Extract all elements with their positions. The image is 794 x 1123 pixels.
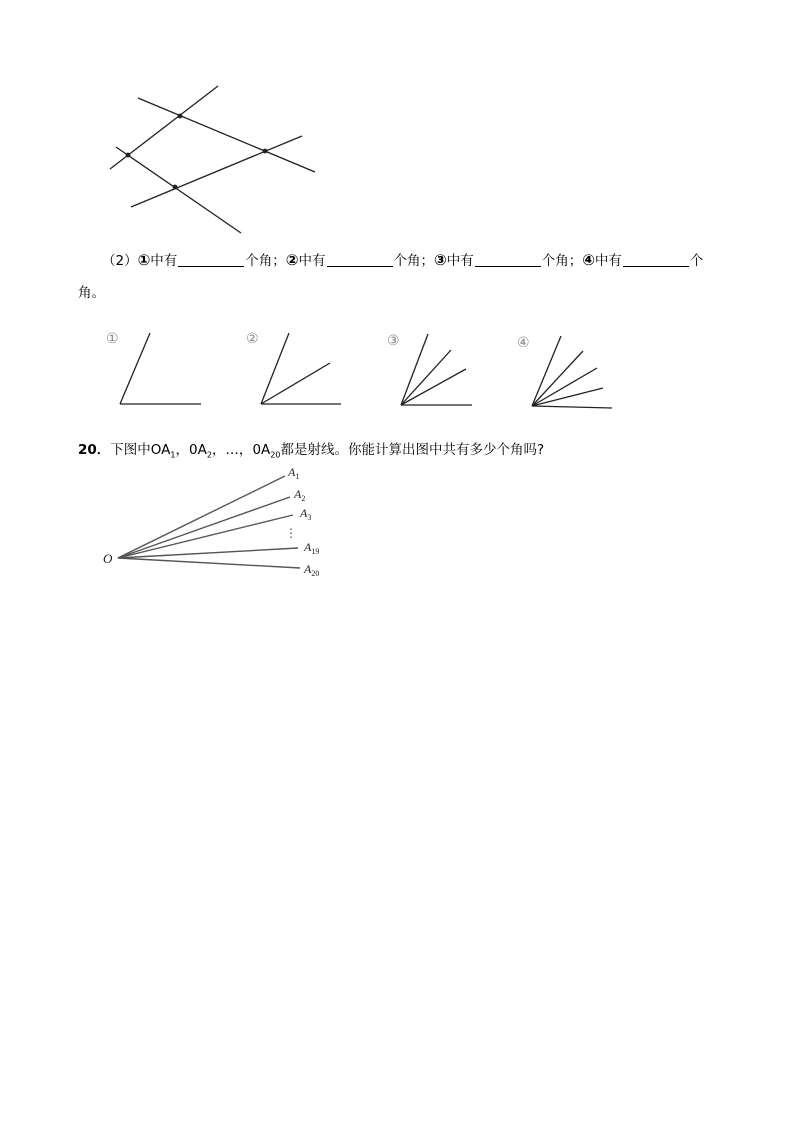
intersection-point: [126, 153, 131, 158]
item-text: 个: [689, 253, 704, 269]
figure-label-1: ①: [106, 331, 119, 347]
line-3: [131, 136, 302, 207]
ray-a2: [118, 497, 290, 558]
question-number-dot: ．: [96, 442, 111, 458]
item-text: 个角；: [393, 253, 434, 269]
ray-label-a20: $A_{20}$: [304, 562, 320, 578]
ray-label-a2: $A_2$: [294, 487, 306, 503]
figure-label-2: ②: [246, 331, 259, 347]
answer-blank-4[interactable]: [623, 252, 689, 267]
ray-a19: [118, 548, 298, 558]
ray-subscript: 2: [206, 450, 212, 460]
question-text: 都是射线。你能计算出图中共有多少个角吗?: [280, 442, 545, 458]
angle-figure-1: [120, 333, 201, 404]
ray-a3: [118, 515, 293, 558]
line-4: [116, 147, 241, 233]
marker-4: ④: [582, 251, 595, 269]
vertical-dots: ⋮: [285, 526, 297, 540]
ray-name: 0A: [189, 442, 207, 458]
angle-figures: [0, 320, 794, 420]
marker-3: ③: [434, 251, 447, 269]
intersecting-lines-figure: [100, 80, 330, 240]
answer-blank-2[interactable]: [327, 252, 393, 267]
marker-1: ①: [137, 251, 151, 269]
separator: ，…，: [211, 442, 253, 458]
item-text: 中有: [150, 253, 178, 269]
ray-label-a3: $A_3$: [300, 506, 312, 522]
part2-continuation: 角。: [78, 285, 105, 301]
marker-2: ②: [285, 251, 299, 269]
angle-figure-4: [532, 336, 612, 408]
ray-a20: [118, 558, 300, 568]
figure-label-4: ④: [517, 335, 530, 351]
ray-name: OA: [150, 442, 171, 458]
intersection-point: [178, 114, 183, 119]
answer-blank-3[interactable]: [475, 252, 541, 267]
question-number: 20: [78, 442, 97, 458]
item-text: 中有: [298, 253, 326, 269]
part2-line: [102, 249, 703, 269]
origin-label: O: [103, 551, 113, 566]
ray-name: 0A: [252, 442, 271, 458]
ray-subscript: 20: [270, 450, 281, 460]
item-text: 中有: [446, 253, 474, 269]
item-text: 个角；: [245, 253, 286, 269]
item-text: 个角；: [541, 253, 583, 269]
rays-figure: [90, 455, 350, 585]
part2-prefix: （2）: [102, 253, 138, 269]
answer-blank-1[interactable]: [178, 252, 244, 267]
item-text: 中有: [594, 253, 622, 269]
figure-label-3: ③: [387, 333, 400, 349]
question-text: 下图中: [110, 442, 151, 458]
ray-a1: [118, 476, 285, 558]
ray-subscript: 1: [170, 450, 176, 460]
angle-figure-3: [401, 334, 472, 405]
ray-label-a1: $A_1$: [288, 465, 300, 481]
angle-figure-2: [261, 333, 341, 404]
ray-label-a19: $A_{19}$: [304, 540, 320, 556]
intersection-point: [173, 185, 178, 190]
line-1: [138, 98, 315, 172]
intersection-point: [263, 149, 268, 154]
separator: ，: [175, 442, 190, 458]
